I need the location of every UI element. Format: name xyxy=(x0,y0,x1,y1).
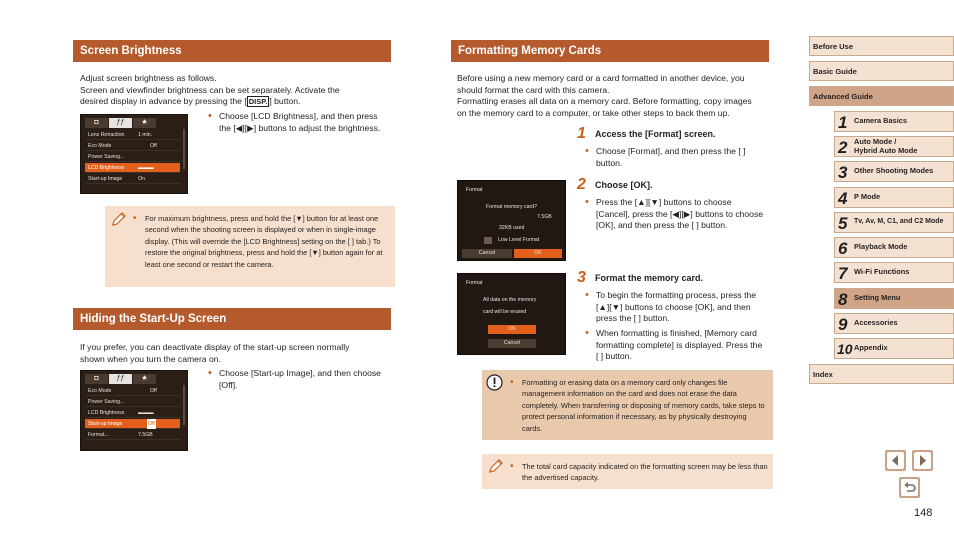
menu-row-label: LCD Brightness xyxy=(88,165,125,171)
camera-tab-icon: ◘ xyxy=(85,374,108,384)
chapter-accessories[interactable] xyxy=(834,313,954,334)
menu-row xyxy=(85,130,180,140)
menu-row-value: ▬▬▬ xyxy=(138,410,154,416)
step-title: Format the memory card. xyxy=(595,273,704,283)
section-title-formatting: Formatting Memory Cards xyxy=(451,40,769,62)
menu-row-selected xyxy=(85,163,180,173)
step-bullet: • When formatting is finished, [Memory card formatting complete] is displayed. Press the [ ] button. xyxy=(585,328,765,363)
chapter-label: Camera Basics xyxy=(854,116,908,126)
caution-icon xyxy=(486,374,503,391)
chapter-camera-basics[interactable] xyxy=(834,111,954,132)
chapter-setting-menu[interactable] xyxy=(834,288,954,309)
dialog-used: 32KB used xyxy=(499,225,525,231)
step-title: Access the [Format] screen. xyxy=(595,129,716,139)
chapter-number: 5 xyxy=(838,214,848,233)
chapter-number: 4 xyxy=(838,189,848,208)
menu-row-label: Power Saving... xyxy=(88,154,125,160)
step-bullet: • Press the [▲][▼] buttons to choose [Cancel], press the [◀][▶] buttons to choose [OK], and then press the [ ] button. xyxy=(585,197,765,232)
dialog-ok-button: OK xyxy=(514,249,562,258)
setup-tab-icon: ƒƒ xyxy=(109,118,132,128)
chapter-number: 1 xyxy=(838,113,848,132)
nav-advanced-guide[interactable]: Advanced Guide xyxy=(809,86,954,106)
capacity-note-text: • The total card capacity indicated on the formatting screen may be less than the advertised capacity. xyxy=(510,461,768,484)
chapter-wifi-functions[interactable] xyxy=(834,262,954,283)
format-dialog-screenshot xyxy=(457,180,566,261)
chapter-appendix[interactable] xyxy=(834,338,954,359)
intro-text: desired display in advance by pressing the [ xyxy=(80,96,247,106)
menu-row-value: Off xyxy=(150,388,157,394)
menu-row-value: On xyxy=(138,176,145,182)
chapter-label: Other Shooting Modes xyxy=(854,166,934,176)
chapter-label: Playback Mode xyxy=(854,242,908,252)
menu-row-label: Start-up Image xyxy=(88,421,123,427)
menu-row-label: Eco Mode xyxy=(88,143,112,149)
menu-row-value: ▬▬▬ xyxy=(138,165,154,171)
star-tab-icon: ★ xyxy=(133,118,156,128)
checkbox-icon xyxy=(484,237,492,244)
step-number: 2 xyxy=(577,176,586,193)
warning-text: • Formatting or erasing data on a memory card only changes file management information on the card and does not erase the data completely. When transferring or disposing of memory cards, take steps to protect personal information if necessary, as by physically destroying cards. xyxy=(510,377,768,434)
menu-scrollbar xyxy=(183,129,185,169)
chapter-number: 7 xyxy=(838,264,848,283)
menu-row-label: Eco Mode xyxy=(88,388,112,394)
page-number: 148 xyxy=(914,507,933,519)
chapter-number: 9 xyxy=(838,315,848,334)
chapter-label: Wi-Fi Functions xyxy=(854,267,910,277)
arrow-left-icon xyxy=(885,450,906,471)
menu-row xyxy=(85,430,180,440)
menu-row-label: Lens Retraction xyxy=(88,132,125,138)
previous-page-button[interactable] xyxy=(885,450,906,471)
menu-row xyxy=(85,141,180,151)
next-page-button[interactable] xyxy=(912,450,933,471)
arrow-right-icon xyxy=(912,450,933,471)
menu-row-value: 7.5GB xyxy=(138,432,153,438)
intro-line: should format the card with this camera. xyxy=(457,84,610,95)
formatting-warning-box xyxy=(482,370,773,440)
intro-line: shown when you turn the camera on. xyxy=(80,353,221,364)
menu-tabs xyxy=(85,118,156,128)
menu-row xyxy=(85,397,180,407)
chapter-tv-av-m-c-mode[interactable] xyxy=(834,212,954,233)
step-number: 1 xyxy=(577,125,586,142)
intro-text: ] button. xyxy=(269,96,301,106)
dialog-title: Format xyxy=(466,187,483,193)
dialog-line: All data on the memory xyxy=(483,297,537,303)
startup-intro xyxy=(80,342,400,365)
intro-line: on the memory card to a computer, or take other steps to back them up. xyxy=(457,107,730,118)
menu-tabs xyxy=(85,374,156,384)
intro-line: If you prefer, you can deactivate display of the start-up screen normally xyxy=(80,342,350,352)
chapter-p-mode[interactable] xyxy=(834,187,954,208)
dialog-cancel-button: Cancel xyxy=(462,249,512,258)
capacity-note-box xyxy=(482,454,773,489)
menu-row-value: Off xyxy=(150,143,157,149)
menu-row xyxy=(85,174,180,184)
intro-line: Formatting erases all data on a memory card. Before formatting, copy images xyxy=(457,96,752,106)
dialog-cancel-button: Cancel xyxy=(488,339,536,348)
brightness-note-text: • For maximum brightness, press and hold the [▼] button for at least one second when the shooting screen is displayed or when in single-image display. (This will override the [LCD Brightness] setting on the [ ] tab.) To restore the original brightness, press and hold the [▼] button again for at least one second or restart the camera. xyxy=(133,213,387,270)
startup-image-menu-screenshot xyxy=(80,370,188,451)
chapter-label: P Mode xyxy=(854,192,881,202)
intro-line: Screen and viewfinder brightness can be set separately. Activate the xyxy=(80,84,340,95)
format-confirm-dialog-screenshot xyxy=(457,273,566,355)
chapter-number: 10 xyxy=(837,341,853,357)
nav-before-use[interactable]: Before Use xyxy=(809,36,954,56)
chapter-number: 6 xyxy=(838,239,848,258)
step-number: 3 xyxy=(577,269,586,286)
dialog-card-size: 7.5GB xyxy=(537,214,552,220)
disp-button-icon: DISP. xyxy=(248,97,268,106)
menu-row-value: Off xyxy=(148,421,155,427)
nav-index[interactable]: Index xyxy=(809,364,954,384)
chapter-other-shooting-modes[interactable] xyxy=(834,161,954,182)
chapter-label: Accessories xyxy=(854,318,898,328)
chapter-number: 8 xyxy=(838,290,848,309)
lcd-brightness-menu-screenshot xyxy=(80,114,188,194)
return-icon xyxy=(899,477,920,498)
menu-row-selected xyxy=(85,419,180,429)
nav-basic-guide[interactable]: Basic Guide xyxy=(809,61,954,81)
step-bullet: • To begin the formatting process, press the [▲][▼] buttons to choose [OK], and then press the [ ] button. xyxy=(585,290,765,325)
dialog-question: Format memory card? xyxy=(486,204,538,210)
pencil-note-icon xyxy=(487,457,505,475)
chapter-label: Appendix xyxy=(854,343,888,353)
star-tab-icon: ★ xyxy=(133,374,156,384)
section-title-startup: Hiding the Start-Up Screen xyxy=(73,308,391,330)
camera-tab-icon: ◘ xyxy=(85,118,108,128)
section-title-screen-brightness: Screen Brightness xyxy=(73,40,391,62)
chapter-label: Tv, Av, M, C1, and C2 Mode xyxy=(854,218,944,226)
menu-row xyxy=(85,386,180,396)
chapter-playback-mode[interactable] xyxy=(834,237,954,258)
brightness-bullet: • Choose [LCD Brightness], and then press the [◀][▶] buttons to adjust the brightness. xyxy=(208,111,388,134)
menu-row xyxy=(85,408,180,418)
chapter-label: Setting Menu xyxy=(854,293,901,303)
chapter-number: 2 xyxy=(838,138,848,157)
setup-tab-icon: ƒƒ xyxy=(109,374,132,384)
menu-row xyxy=(85,152,180,162)
intro-line: Adjust screen brightness as follows. xyxy=(80,73,217,83)
dialog-line: card will be erased xyxy=(483,309,527,315)
menu-scrollbar xyxy=(183,385,185,425)
dialog-ok-button: OK xyxy=(488,325,536,334)
menu-row-label: LCD Brightness xyxy=(88,410,125,416)
low-level-format-label: Low Level Format xyxy=(498,237,540,243)
step-title: Choose [OK]. xyxy=(595,180,653,190)
intro-line xyxy=(80,96,400,108)
formatting-intro xyxy=(457,73,787,119)
chapter-auto-mode[interactable] xyxy=(834,136,954,157)
dialog-title: Format xyxy=(466,280,483,286)
intro-line: Before using a new memory card or a card formatted in another device, you xyxy=(457,73,745,83)
menu-row-value: 1 min. xyxy=(138,132,153,138)
startup-bullet: • Choose [Start-up Image], and then choose [Off]. xyxy=(208,368,388,391)
return-button[interactable] xyxy=(899,477,920,498)
chapter-label: Auto Mode / Hybrid Auto Mode xyxy=(854,137,918,155)
pencil-note-icon xyxy=(110,210,128,228)
menu-row-label: Power Saving... xyxy=(88,399,125,405)
chapter-number: 3 xyxy=(838,163,848,182)
menu-row-label: Start-up Image xyxy=(88,176,123,182)
screen-brightness-intro xyxy=(80,73,400,108)
step-bullet: • Choose [Format], and then press the [ ] button. xyxy=(585,146,765,169)
brightness-note-box xyxy=(105,206,395,287)
menu-row-label: Format... xyxy=(88,432,109,438)
